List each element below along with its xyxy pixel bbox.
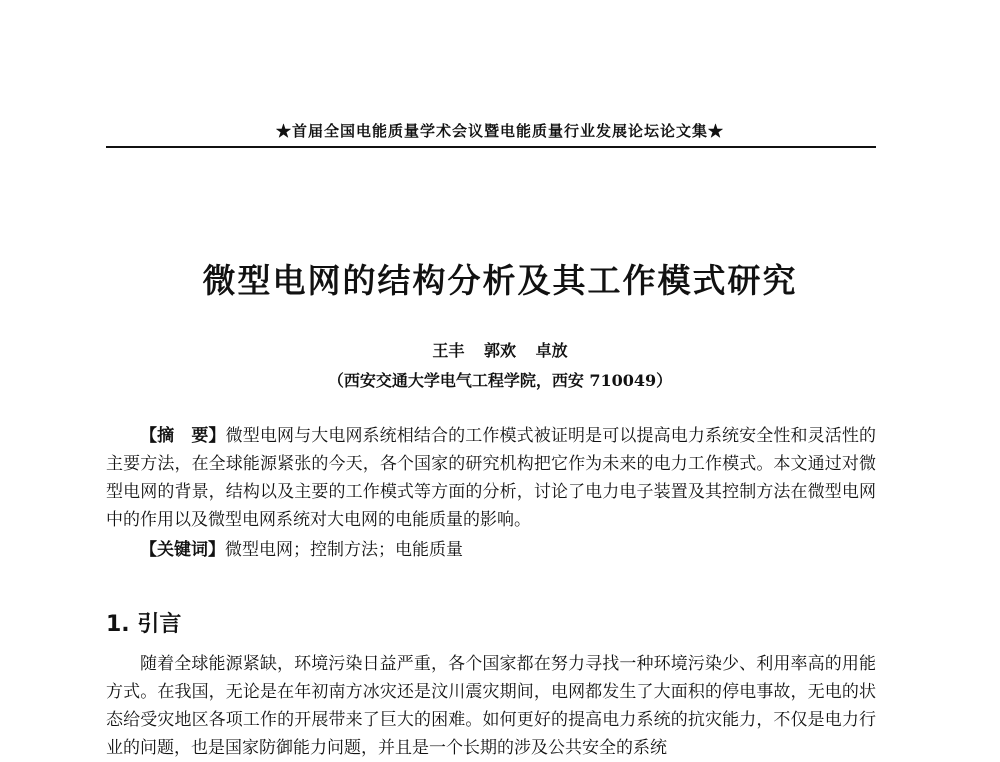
keywords xyxy=(106,536,876,564)
running-header: ★首届全国电能质量学术会议暨电能质量行业发展论坛论文集★ xyxy=(275,122,724,140)
abstract-text: 微型电网与大电网系统相结合的工作模式被证明是可以提高电力系统安全性和灵活性的主要方法，在全球能源紧张的今天，各个国家的研究机构把它作为未来的电力工作模式。本文通过对微型电网的背景，结构以及主要的工作模式等方面的分析，讨论了电力电子装置及其控制方法在微型电网中的作用以及微型电网系统对大电网的电能质量的影响。 xyxy=(106,426,877,530)
affiliation: （西安交通大学电气工程学院，西安 710049） xyxy=(327,371,673,390)
abstract-label: 【摘 要】 xyxy=(140,426,226,446)
authors: 王丰 郭欢 卓放 xyxy=(432,341,568,360)
abstract xyxy=(106,422,876,534)
section-heading-introduction: 1. 引言 xyxy=(106,612,182,637)
introduction-paragraph: 随着全球能源紧缺，环境污染日益严重，各个国家都在努力寻找一种环境污染少、利用率高的用能方式。在我国，无论是在年初南方冰灾还是汶川震灾期间，电网都发生了大面积的停电事故，无电的状态给受灾地区各项工作的开展带来了巨大的困难。如何更好的提高电力系统的抗灾能力，不仅是电力行业的问题，也是国家防御能力问题，并且是一个长期的涉及公共安全的系统 xyxy=(106,654,876,758)
header-rule xyxy=(106,146,876,148)
keywords-label: 【关键词】 xyxy=(140,540,225,560)
paper-title: 微型电网的结构分析及其工作模式研究 xyxy=(202,261,798,300)
keywords-text: 微型电网；控制方法；电能质量 xyxy=(225,540,463,560)
